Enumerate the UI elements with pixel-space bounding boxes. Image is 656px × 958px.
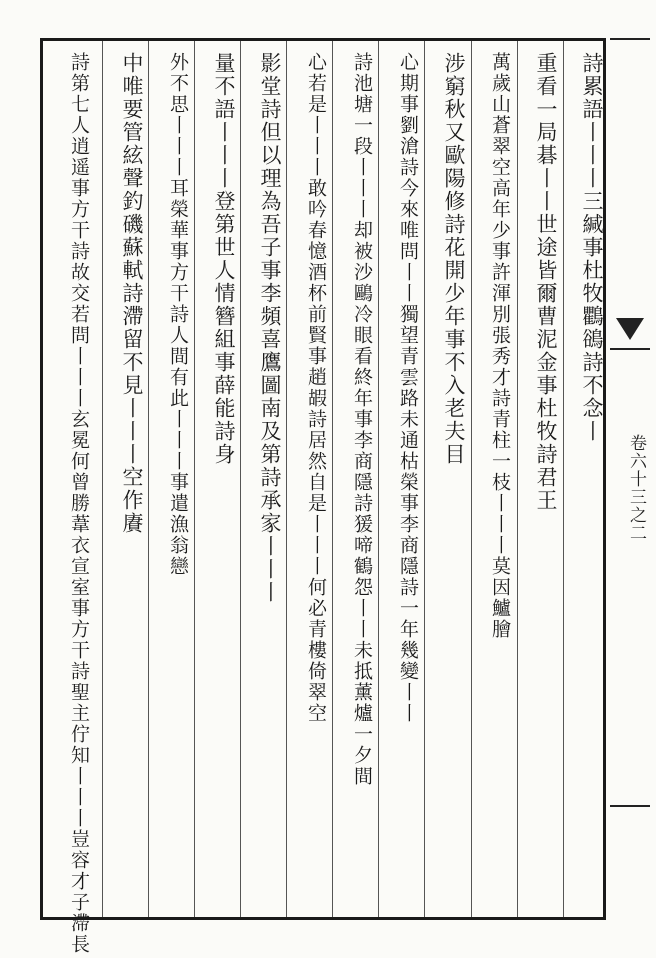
text-column-1: 詩累語丨丨丨三緘事杜牧鸜鵒詩不念丨 xyxy=(580,52,604,443)
text-column-12: 詩第七人逍遥事方干詩故交若問丨丨丨玄冕何曾勝葦衣宣室事方干詩聖主佇知丨丨丨豈容才子滯長 xyxy=(68,52,90,955)
volume-title: 卷六十三之二 xyxy=(626,434,646,542)
margin-rule-top xyxy=(610,38,650,40)
text-column-7: 心若是丨丨丨敢吟春憶酒杯前賢事趙嘏詩居然自是丨丨丨何必青樓倚翠空 xyxy=(305,52,327,724)
text-column-4: 涉窮秋又歐陽修詩花開少年事不入老夫目 xyxy=(442,52,466,466)
text-column-9: 量不語丨丨丨登第世人情簪組事薛能詩身 xyxy=(212,52,236,466)
text-column-2: 重看一局碁丨丨世途皆爾曹泥金事杜牧詩君王 xyxy=(534,52,558,512)
text-column-11: 中唯要管絃聲釣磯蘇軾詩滯留不見丨丨丨空作賡 xyxy=(120,52,144,535)
fish-tail-mark xyxy=(616,318,644,340)
text-column-3: 萬歲山蒼翠空高年少事許渾別張秀才詩青柱一枝丨丨丨莫因鱸膾 xyxy=(489,52,511,640)
text-column-6: 詩池塘一段丨丨丨却被沙鷗冷眼看終年事李商隱詩猨啼鶴怨丨丨未抵薰爐一夕間 xyxy=(351,52,373,787)
text-column-5: 心期事劉滄詩今來唯問丨丨獨望青雲路未通枯榮事李商隱詩一年幾變丨丨 xyxy=(397,52,419,724)
text-column-10: 外不思丨丨丨耳榮華事方干詩人間有此丨丨丨事遣漁翁戀 xyxy=(167,52,189,577)
text-column-8: 影堂詩但以理為吾子事李頻喜鷹圖南及第詩承家丨丨丨 xyxy=(258,52,282,604)
